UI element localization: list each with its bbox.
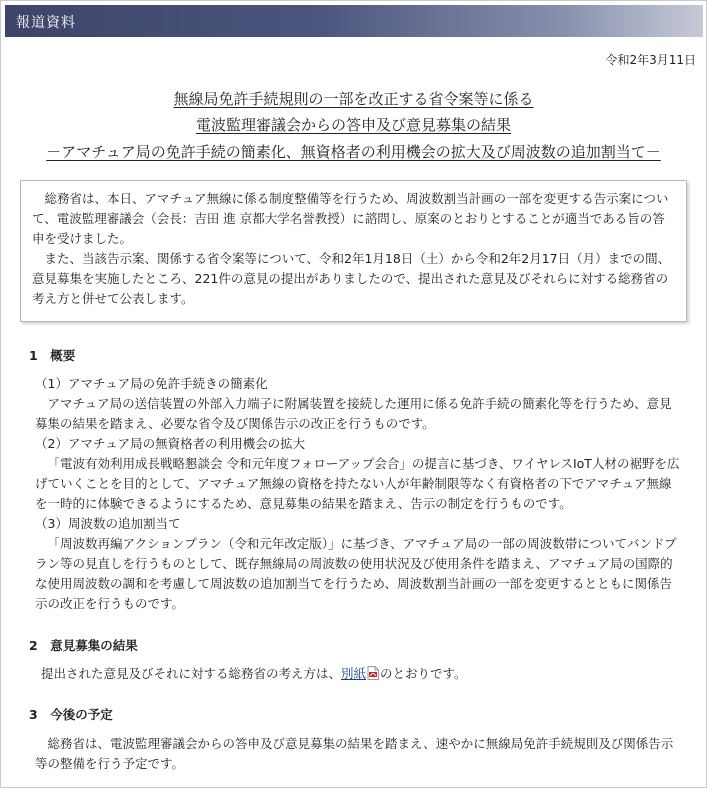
summary-paragraph-2: また、当該告示案、関係する省令案等について、令和2年1月18日（土）から令和2年2月17日（月）までの間、意見募集を実施したところ、221件の意見の提出がありましたので、提出された意見及びそれらに対する総務省の考え方と併せて公表します。 xyxy=(32,251,671,306)
results-text-before: 提出された意見及びそれに対する総務省の考え方は、 xyxy=(41,666,342,681)
item-2-title: （2）アマチュア局の無資格者の利用機会の拡大 xyxy=(35,436,306,451)
title-line-3: －アマチュア局の免許手続の簡素化、無資格者の利用機会の拡大及び周波数の追加割当て－ xyxy=(46,143,661,161)
item-1-text: アマチュア局の送信装置の外部入力端子に附属装置を接続した運用に係る免許手続の簡素化等を行うため、意見募集の結果を踏まえ、必要な省令及び関係告示の改正を行うものです。 xyxy=(35,396,672,431)
attachment-link[interactable]: 別紙 xyxy=(341,666,367,681)
title-line-2: 電波監理審議会からの答申及び意見募集の結果 xyxy=(195,116,511,134)
section-results-body xyxy=(41,664,686,684)
release-date: 令和2年3月11日 xyxy=(605,53,696,67)
summary-box xyxy=(20,180,687,322)
item-3-title: （3）周波数の追加割当て xyxy=(35,516,181,531)
section-overview-body xyxy=(35,374,680,614)
summary-paragraph-1: 総務省は、本日、アマチュア無線に係る制度整備等を行うため、周波数割当計画の一部を変更する告示案について、電波監理審議会（会長：吉田 進 京都大学名誉教授）に諮問し、原案のとおりとすることが適当である旨の答申を受けました。 xyxy=(32,191,669,246)
results-text-after: のとおりです。 xyxy=(380,666,467,681)
item-2-text: 「電波有効利用成長戦略懇談会 令和元年度フォローアップ会合」の提言に基づき、ワイヤレスIoT人材の裾野を広げていくことを目的として、アマチュア無線の資格を持たない人が年齢制限等なく有資格者の下でアマチュア無線を一時的に体験できるようにするため、意見募集の結果を踏まえ、告示の制定を行うものです。 xyxy=(35,456,680,511)
section-results-heading: 2 意見募集の結果 xyxy=(29,638,138,653)
section-schedule-heading: 3 今後の予定 xyxy=(29,707,113,722)
title-line-1: 無線局免許手続規則の一部を改正する省令案等に係る xyxy=(173,90,534,108)
item-3-text: 「周波数再編アクションプラン（令和元年改定版）」に基づき、アマチュア局の一部の周波数帯についてバンドプラン等の見直しを行うものとして、既存無線局の周波数の使用状況及び使用条件を踏まえ、アマチュア局の国際的な使用周波数の調和を考慮して周波数の追加割当てを行うため、周波数割当計画の一部を変更するとともに関係告示の改正を行うものです。 xyxy=(35,536,677,611)
schedule-text: 総務省は、電波監理審議会からの答申及び意見募集の結果を踏まえ、速やかに無線局免許手続規則及び関係告示等の整備を行う予定です。 xyxy=(35,736,674,771)
section-overview-heading: 1 概要 xyxy=(29,348,76,363)
header-title: 報道資料 xyxy=(16,15,76,31)
pdf-icon[interactable] xyxy=(367,666,379,680)
header-bar xyxy=(5,5,703,37)
item-1-title: （1）アマチュア局の免許手続きの簡素化 xyxy=(35,376,268,391)
section-schedule-body xyxy=(35,734,680,774)
